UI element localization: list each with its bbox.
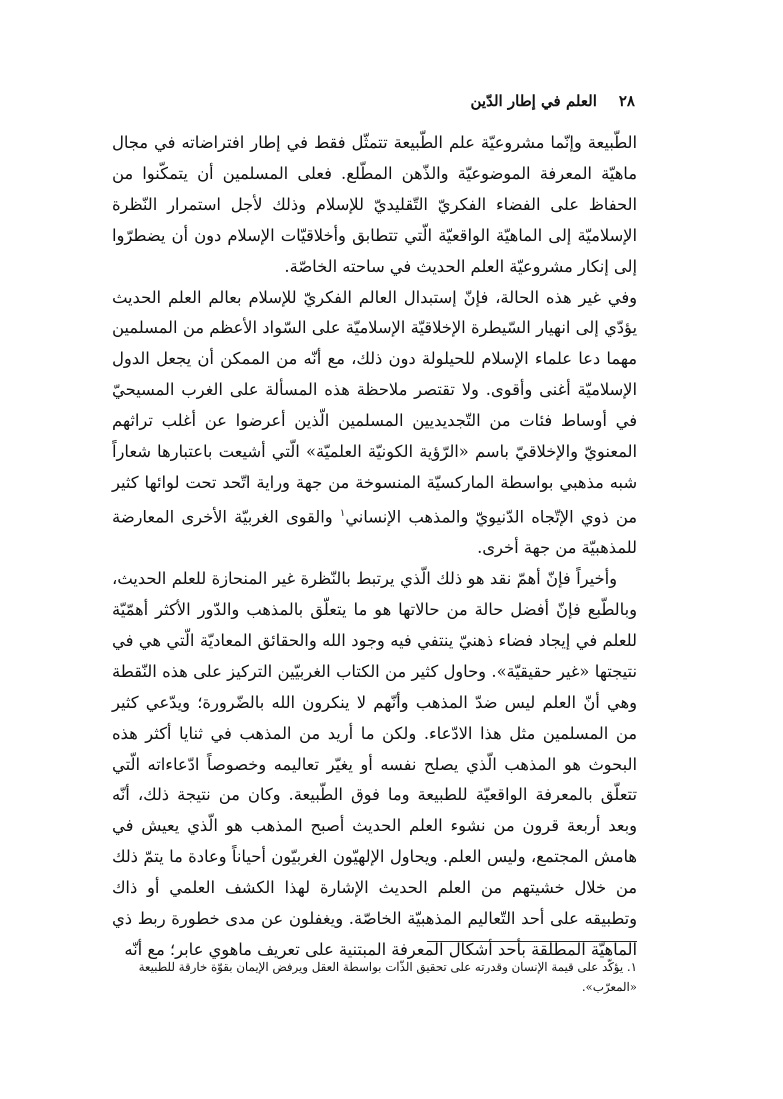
paragraph-2	[112, 283, 637, 565]
paragraph-text: وفي غير هذه الحالة، فإنّ إستبدال العالم الفكريّ للإسلام بعالم العلم الحديث يؤدّي إلى انهيار السّيطرة الإخلاقيّة الإسلاميّة على السّواد الأعظم من المسلمين مهما دعا علماء الإسلام للحيلولة دون ذلك، مع أنّه من الممكن أن يجعل الدول الإسلاميّة أغنى وأقوى. ولا تقتصر ملاحظة هذه المسألة على الغرب المسيحيّ في أوساط فئات من التّجديديين المسلمين الّذين أعرضوا عن أغلب تراثهم المعنويّ والإخلاقيّ باسم «الرّؤية الكونيّة العلميّة» الّتي أشيعت باعتبارها شعاراً شبه مذهبي بواسطة الماركسيّة المنسوخة من جهة وراية اتّحد تحت لوائها كثير من ذوي الإتّجاه الدّنيويّ والمذهب الإنساني	[112, 287, 637, 527]
footnote-marker: ١	[339, 507, 346, 519]
footnote-rule	[427, 941, 637, 942]
text-line: الطّبيعة وإنّما مشروعيّة علم الطّبيعة تتمثّل فقط في إطار افتراضاته في مجال ماهيّة المعرفة	[112, 133, 637, 183]
running-head	[470, 92, 635, 110]
paragraph-1	[112, 128, 637, 283]
text-line: الموضوعيّة والذّهن المطّلع. فعلى المسلمين أن يتمكّنوا من الحفاظ على الفضاء الفكريّ	[112, 163, 637, 214]
text-line: وأخلاقيّات الإسلام دون أن يضطرّوا إلى إنكار مشروعيّة العلم الحديث في ساحته الخاصّة.	[112, 225, 637, 276]
text-line: التّقليديّ للإسلام وذلك لأجل استمرار النّظرة الإسلاميّة إلى الماهيّة الواقعيّة الّتي تتطابق	[112, 194, 637, 245]
footnote: ١. يؤكّد على قيمة الإنسان وقدرته على تحقيق الذّات بواسطة العقل ويرفض الإيمان بقوّة خارقة للطبيعة «المعرّب».	[138, 960, 637, 994]
body-text	[112, 128, 637, 966]
paragraph-3: وأخيراً فإنّ أهمّ نقد هو ذلك الّذي يرتبط بالنّظرة غير المنحازة للعلم الحديث، وبالطّبع فإنّ أفضل حالة من حالاتها هو ما يتعلّق بالمذهب والدّور الأكثر أهمّيّة للعلم في إيجاد فضاء ذهنيّ ينتفي فيه وجود الله والحقائق المعاديّة الّتي هي في نتيجتها «غير حقيقيّة». وحاول كثير من الكتاب الغربيّين التركيز على هذه النّقطة وهي أنّ العلم ليس ضدّ المذهب وأنّهم لا ينكرون الله بالضّرورة؛ ويدّعي كثير من المسلمين مثل هذا الادّعاء. ولكن ما أريد من المذهب في ثنايا أكثر هذه البحوث هو المذهب الّذي يصلح نفسه أو يغيّر تعاليمه وخصوصاً ادّعاءاته الّتي تتعلّق بالمعرفة الواقعيّة للطبيعة وما فوق الطّبيعة. وكان من نتيجة ذلك، أنّه وبعد أربعة قرون من نشوء العلم الحديث أصبح المذهب هو الّذي يعيش في هامش المجتمع، وليس العلم. ويحاول الإلهيّون الغربيّون أحياناً وعادة ما يتمّ ذلك من خلال خشيتهم من العلم الحديث الإشارة لهذا الكشف العلمي أو ذاك وتطبيقه على أحد التّعاليم المذهبيّة الخاصّة. ويغفلون عن مدى خطورة ربط ذي الماهيّة المطلقة بأحد أشكال المعرفة المبتنية على تعريف ماهوي عابر؛ مع أنّه	[112, 569, 637, 959]
paragraph-text: والقوى الغربيّة الأخرى المعارضة للمذهبيّة من جهة أخرى.	[112, 507, 637, 558]
running-title: العلم في إطار الدّين	[470, 92, 597, 110]
page-number: ٢٨	[618, 92, 635, 110]
